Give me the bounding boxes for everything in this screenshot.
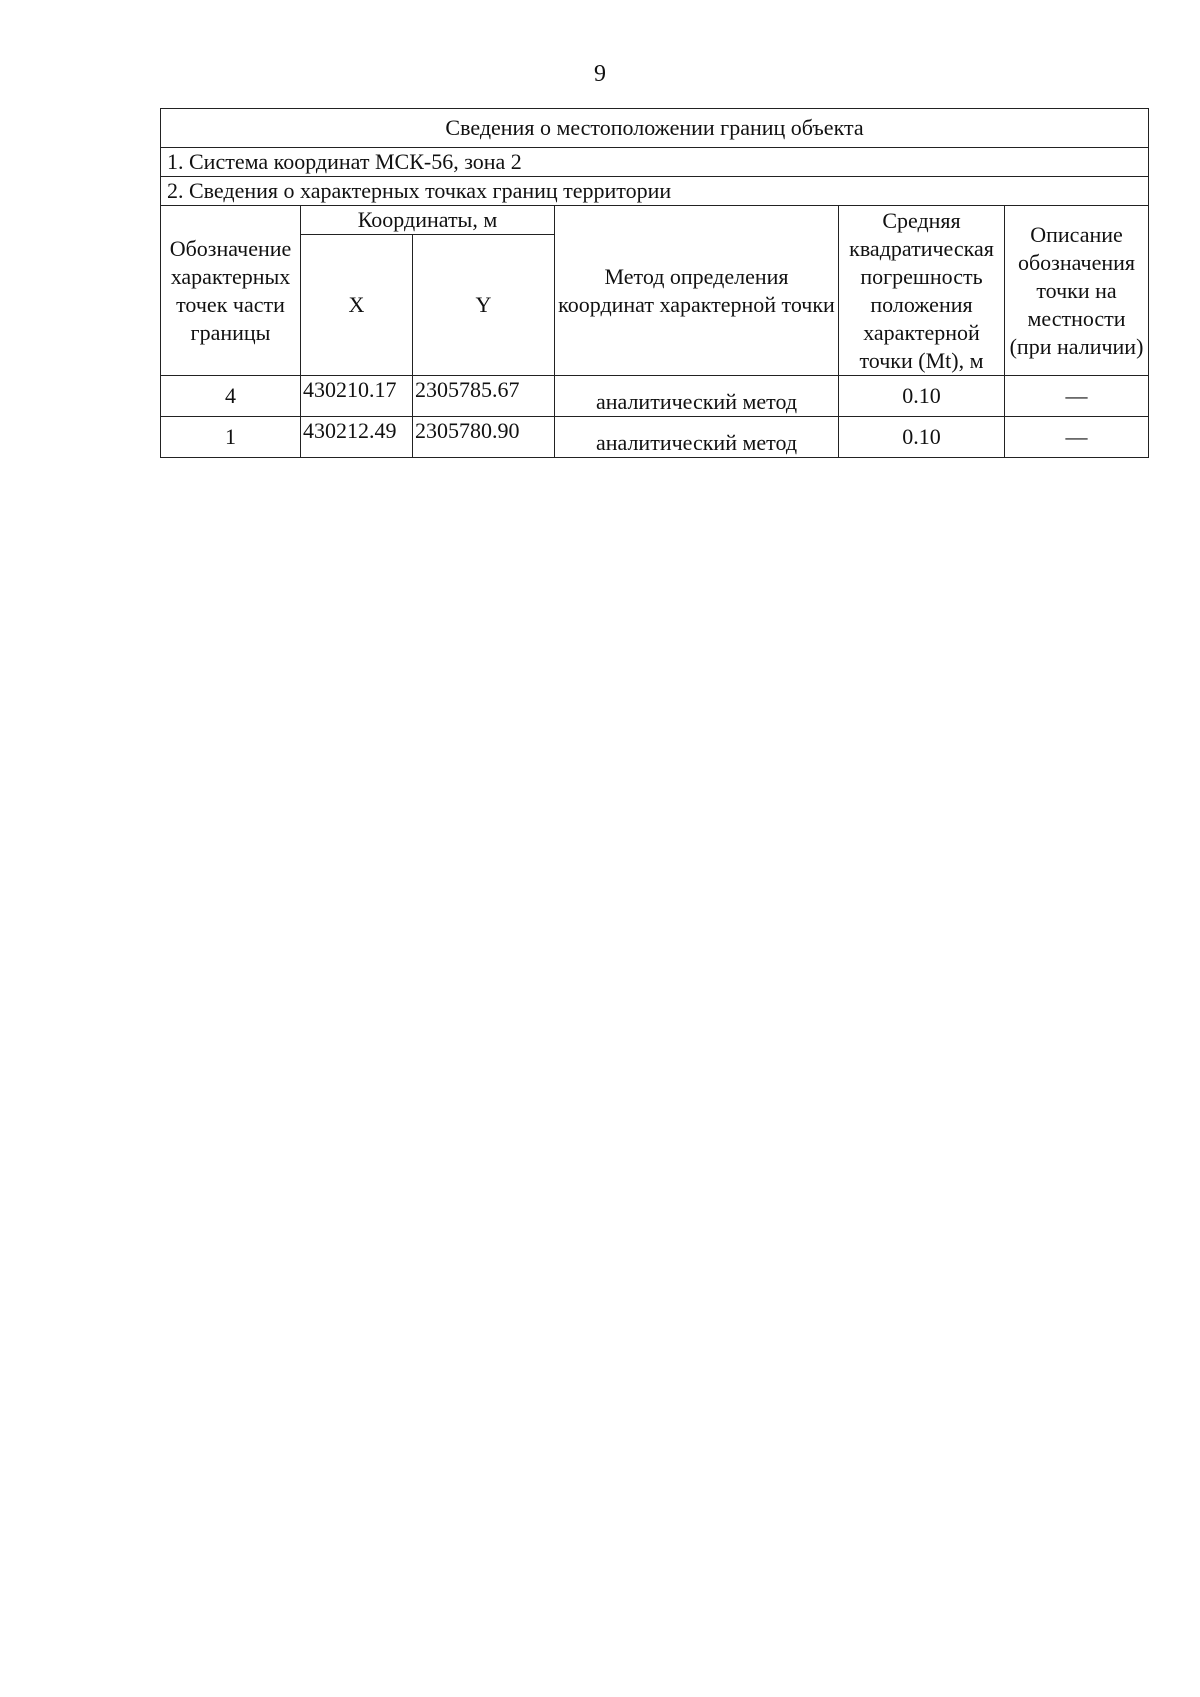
table-title: Сведения о местоположении границ объекта: [161, 109, 1149, 148]
cell-error: 0.10: [839, 376, 1005, 417]
header-error: Средняя квадратическая погрешность положения характерной точки (Mt), м: [839, 206, 1005, 376]
header-row-1: [161, 206, 1149, 235]
boundary-info-table: [160, 108, 1149, 458]
cell-x: 430210.17: [301, 376, 413, 417]
header-x: X: [301, 235, 413, 376]
table-row: [161, 417, 1149, 458]
cell-method: аналитический метод: [555, 376, 839, 417]
cell-y: 2305785.67: [413, 376, 555, 417]
table-title-row: [161, 109, 1149, 148]
cell-x: 430212.49: [301, 417, 413, 458]
header-description: Описание обозначения точки на местности (при наличии): [1005, 206, 1149, 376]
header-method: Метод определения координат характерной точки: [555, 206, 839, 376]
page-number: 9: [594, 61, 606, 87]
cell-error: 0.10: [839, 417, 1005, 458]
cell-description: —: [1005, 417, 1149, 458]
header-point-designation: Обозначение характерных точек части границы: [161, 206, 301, 376]
points-section-title: 2. Сведения о характерных точках границ территории: [161, 177, 1149, 206]
table-row: [161, 376, 1149, 417]
points-section-row: [161, 177, 1149, 206]
coordinate-system-row: [161, 148, 1149, 177]
cell-y: 2305780.90: [413, 417, 555, 458]
cell-point: 1: [161, 417, 301, 458]
header-coordinates: Координаты, м: [301, 206, 555, 235]
coordinate-system: 1. Система координат МСК-56, зона 2: [161, 148, 1149, 177]
cell-method: аналитический метод: [555, 417, 839, 458]
header-y: Y: [413, 235, 555, 376]
cell-point: 4: [161, 376, 301, 417]
cell-description: —: [1005, 376, 1149, 417]
